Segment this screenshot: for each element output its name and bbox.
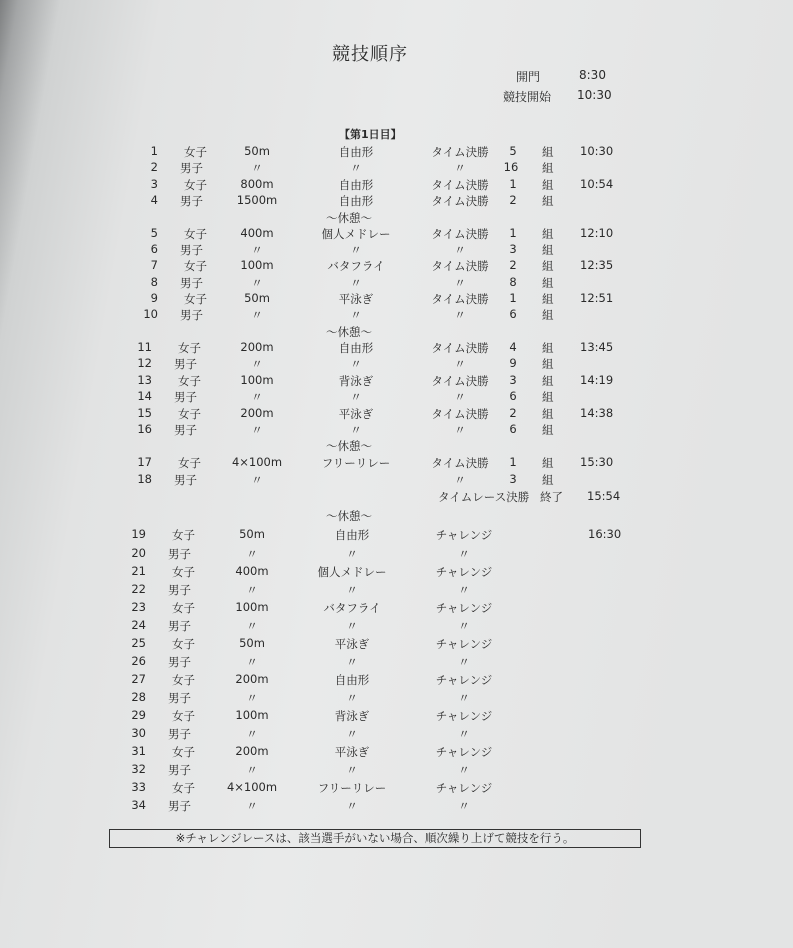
event-distance: 200m xyxy=(240,406,274,420)
event-sex: 女子 xyxy=(178,374,201,388)
gate-open-label: 開門 xyxy=(516,70,541,84)
event-type: 〃 xyxy=(458,763,470,777)
event-row xyxy=(0,193,793,209)
event-type: 〃 xyxy=(454,243,466,257)
start-time: 12:10 xyxy=(580,226,614,240)
event-distance: 200m xyxy=(235,672,269,686)
event-number: 29 xyxy=(131,708,146,722)
group-unit: 組 xyxy=(542,227,554,241)
event-distance: 100m xyxy=(235,600,269,614)
event-distance: 50m xyxy=(239,527,265,541)
event-number: 14 xyxy=(137,389,152,403)
event-number: 11 xyxy=(137,340,152,354)
event-stroke: 個人メドレー xyxy=(317,565,387,579)
event-row xyxy=(0,798,793,814)
start-time: 10:54 xyxy=(580,177,614,191)
event-sex: 女子 xyxy=(172,528,195,542)
event-stroke: バタフライ xyxy=(323,601,381,615)
event-number: 27 xyxy=(131,672,146,686)
event-sex: 女子 xyxy=(172,601,195,615)
event-type: 〃 xyxy=(454,423,466,437)
group-unit: 組 xyxy=(542,145,554,159)
event-row xyxy=(0,564,793,580)
event-distance: 〃 xyxy=(246,583,258,597)
event-sex: 女子 xyxy=(172,745,195,759)
event-number: 9 xyxy=(150,291,158,305)
event-type: 〃 xyxy=(458,547,470,561)
event-distance: 〃 xyxy=(251,390,263,404)
group-unit: 組 xyxy=(542,357,554,371)
event-type: 〃 xyxy=(458,619,470,633)
event-type: タイム決勝 xyxy=(431,259,489,273)
group-unit: 組 xyxy=(542,292,554,306)
event-stroke: 背泳ぎ xyxy=(334,709,370,723)
event-distance: 〃 xyxy=(246,799,258,813)
event-sex: 男子 xyxy=(168,799,191,813)
event-row xyxy=(0,422,793,438)
group-unit: 組 xyxy=(542,178,554,192)
event-stroke: 自由形 xyxy=(338,341,374,355)
event-sex: 男子 xyxy=(168,763,191,777)
event-number: 21 xyxy=(131,564,146,578)
event-row xyxy=(0,275,793,291)
event-number: 3 xyxy=(150,177,158,191)
event-row xyxy=(0,291,793,307)
event-stroke: 〃 xyxy=(346,763,358,777)
group-count: 5 xyxy=(509,144,517,158)
event-number: 6 xyxy=(150,242,158,256)
event-number: 8 xyxy=(150,275,158,289)
event-distance: 〃 xyxy=(246,691,258,705)
group-count: 6 xyxy=(509,307,517,321)
event-distance: 50m xyxy=(244,291,270,305)
event-stroke: 〃 xyxy=(346,799,358,813)
group-unit: 組 xyxy=(542,473,554,487)
event-type: タイム決勝 xyxy=(431,194,489,208)
event-distance: 〃 xyxy=(251,423,263,437)
group-unit: 組 xyxy=(542,308,554,322)
event-stroke: 自由形 xyxy=(338,194,374,208)
event-type: タイム決勝 xyxy=(431,292,489,306)
event-sex: 女子 xyxy=(172,637,195,651)
event-stroke: 〃 xyxy=(346,691,358,705)
competition-start-label: 競技開始 xyxy=(503,90,552,104)
event-type: 〃 xyxy=(458,799,470,813)
event-row xyxy=(0,618,793,634)
group-count: 3 xyxy=(509,373,517,387)
event-distance: 〃 xyxy=(251,276,263,290)
event-row xyxy=(0,340,793,356)
event-type: チャレンジ xyxy=(435,601,493,615)
event-row xyxy=(0,744,793,760)
start-time: 14:38 xyxy=(580,406,614,420)
event-stroke: 平泳ぎ xyxy=(338,292,374,306)
event-row xyxy=(0,356,793,372)
event-type: チャレンジ xyxy=(435,637,493,651)
start-time: 14:19 xyxy=(580,373,614,387)
event-row xyxy=(0,546,793,562)
event-number: 34 xyxy=(131,798,146,812)
event-type: チャレンジ xyxy=(435,565,493,579)
event-number: 10 xyxy=(143,307,158,321)
event-stroke: 〃 xyxy=(350,423,362,437)
event-number: 4 xyxy=(150,193,158,207)
event-number: 28 xyxy=(131,690,146,704)
event-distance: 4×100m xyxy=(226,780,278,794)
event-number: 5 xyxy=(150,226,158,240)
event-sex: 男子 xyxy=(180,243,203,257)
event-stroke: 〃 xyxy=(350,243,362,257)
group-count: 4 xyxy=(509,340,517,354)
event-stroke: フリーリレー xyxy=(317,781,387,795)
event-distance: 〃 xyxy=(251,357,263,371)
start-time: 16:30 xyxy=(588,527,622,541)
event-distance: 200m xyxy=(240,340,274,354)
event-number: 25 xyxy=(131,636,146,650)
event-type: 〃 xyxy=(458,583,470,597)
event-row xyxy=(0,177,793,193)
group-count: 3 xyxy=(509,242,517,256)
event-type: 〃 xyxy=(454,473,466,487)
event-type: チャレンジ xyxy=(435,781,493,795)
event-sex: 男子 xyxy=(168,547,191,561)
group-unit: 組 xyxy=(542,243,554,257)
group-count: 1 xyxy=(509,455,517,469)
event-sex: 男子 xyxy=(180,161,203,175)
event-distance: 50m xyxy=(244,144,270,158)
event-row xyxy=(0,242,793,258)
group-count: 16 xyxy=(503,160,519,174)
group-count: 6 xyxy=(509,389,517,403)
event-type: 〃 xyxy=(458,727,470,741)
event-stroke: 〃 xyxy=(350,276,362,290)
event-type: タイム決勝 xyxy=(431,456,489,470)
event-row xyxy=(0,708,793,724)
event-number: 17 xyxy=(137,455,152,469)
event-distance: 〃 xyxy=(251,308,263,322)
event-distance: 〃 xyxy=(246,763,258,777)
event-sex: 男子 xyxy=(180,276,203,290)
rest-label: ～休憩～ xyxy=(326,509,372,523)
event-number: 31 xyxy=(131,744,146,758)
event-type: チャレンジ xyxy=(435,528,493,542)
event-distance: 〃 xyxy=(246,547,258,561)
event-stroke: 自由形 xyxy=(334,673,370,687)
event-sex: 女子 xyxy=(178,341,201,355)
group-unit: 組 xyxy=(542,390,554,404)
event-row xyxy=(0,654,793,670)
event-distance: 100m xyxy=(235,708,269,722)
start-time: 13:45 xyxy=(580,340,614,354)
event-sex: 男子 xyxy=(180,194,203,208)
event-number: 23 xyxy=(131,600,146,614)
event-type: 〃 xyxy=(458,655,470,669)
start-time: 15:30 xyxy=(580,455,614,469)
event-sex: 男子 xyxy=(174,473,197,487)
event-stroke: 〃 xyxy=(346,655,358,669)
event-type: タイム決勝 xyxy=(431,341,489,355)
rest-label: ～休憩～ xyxy=(326,211,372,225)
event-distance: 〃 xyxy=(246,619,258,633)
event-row xyxy=(0,780,793,796)
event-sex: 男子 xyxy=(168,655,191,669)
event-sex: 男子 xyxy=(168,619,191,633)
event-distance: 1500m xyxy=(236,193,278,207)
event-number: 2 xyxy=(150,160,158,174)
event-row xyxy=(0,690,793,706)
event-sex: 男子 xyxy=(168,727,191,741)
event-row xyxy=(0,226,793,242)
event-sex: 男子 xyxy=(168,691,191,705)
event-row xyxy=(0,160,793,176)
event-stroke: 平泳ぎ xyxy=(334,745,370,759)
event-distance: 〃 xyxy=(251,161,263,175)
page-title: 競技順序 xyxy=(332,44,408,65)
event-distance: 〃 xyxy=(251,243,263,257)
event-stroke: 〃 xyxy=(346,619,358,633)
day-label: 【第1日目】 xyxy=(339,128,402,141)
event-stroke: バタフライ xyxy=(327,259,385,273)
group-count: 1 xyxy=(509,177,517,191)
group-unit: 組 xyxy=(542,194,554,208)
event-number: 12 xyxy=(137,356,152,370)
event-stroke: 自由形 xyxy=(338,145,374,159)
group-unit: 組 xyxy=(542,276,554,290)
event-sex: 女子 xyxy=(184,145,207,159)
group-count: 終了 xyxy=(540,490,563,504)
event-number: 24 xyxy=(131,618,146,632)
event-type: 〃 xyxy=(454,308,466,322)
event-distance: 400m xyxy=(235,564,269,578)
final-row xyxy=(0,489,793,505)
event-type: チャレンジ xyxy=(435,673,493,687)
event-number: 7 xyxy=(150,258,158,272)
rest-label: ～休憩～ xyxy=(326,439,372,453)
event-sex: 男子 xyxy=(174,423,197,437)
group-count: 2 xyxy=(509,193,517,207)
event-stroke: フリーリレー xyxy=(321,456,391,470)
event-stroke: 背泳ぎ xyxy=(338,374,374,388)
event-stroke: 〃 xyxy=(346,547,358,561)
event-type: タイム決勝 xyxy=(431,227,489,241)
event-number: 20 xyxy=(131,546,146,560)
event-number: 16 xyxy=(137,422,152,436)
event-row xyxy=(0,472,793,488)
event-number: 18 xyxy=(137,472,152,486)
challenge-note: ※チャレンジレースは、該当選手がいない場合、順次繰り上げて競技を行う。 xyxy=(109,829,641,848)
event-type: タイム決勝 xyxy=(431,374,489,388)
event-row xyxy=(0,527,793,543)
event-stroke: 自由形 xyxy=(334,528,370,542)
event-stroke: 〃 xyxy=(350,357,362,371)
event-stroke: 〃 xyxy=(346,583,358,597)
event-stroke: 〃 xyxy=(350,390,362,404)
start-time: 10:30 xyxy=(580,144,614,158)
group-count: 1 xyxy=(509,291,517,305)
competition-start-time: 10:30 xyxy=(577,88,612,102)
group-count: 2 xyxy=(509,258,517,272)
gate-open-time: 8:30 xyxy=(579,68,606,82)
event-number: 22 xyxy=(131,582,146,596)
group-unit: 組 xyxy=(542,341,554,355)
event-type: タイム決勝 xyxy=(431,178,489,192)
event-distance: 400m xyxy=(240,226,274,240)
event-stroke: 〃 xyxy=(346,727,358,741)
event-distance: 4×100m xyxy=(231,455,283,469)
group-count: 1 xyxy=(509,226,517,240)
group-count: 6 xyxy=(509,422,517,436)
event-row xyxy=(0,389,793,405)
event-type: 〃 xyxy=(458,691,470,705)
event-sex: 女子 xyxy=(172,673,195,687)
event-number: 33 xyxy=(131,780,146,794)
event-distance: 800m xyxy=(240,177,274,191)
event-sex: 女子 xyxy=(172,709,195,723)
event-distance: 〃 xyxy=(246,655,258,669)
event-row xyxy=(0,582,793,598)
event-distance: 〃 xyxy=(246,727,258,741)
event-type: 〃 xyxy=(454,390,466,404)
event-sex: 女子 xyxy=(184,259,207,273)
event-number: 1 xyxy=(150,144,158,158)
event-stroke: 個人メドレー xyxy=(321,227,391,241)
event-row xyxy=(0,600,793,616)
event-sex: 男子 xyxy=(174,357,197,371)
event-distance: 200m xyxy=(235,744,269,758)
event-row xyxy=(0,636,793,652)
event-stroke: 平泳ぎ xyxy=(334,637,370,651)
group-unit: 組 xyxy=(542,407,554,421)
event-row xyxy=(0,307,793,323)
rest-label: ～休憩～ xyxy=(326,325,372,339)
group-unit: 組 xyxy=(542,456,554,470)
event-number: 13 xyxy=(137,373,152,387)
start-time: 12:35 xyxy=(580,258,614,272)
event-type: 〃 xyxy=(454,161,466,175)
event-sex: 女子 xyxy=(178,407,201,421)
group-unit: 組 xyxy=(542,374,554,388)
event-row xyxy=(0,144,793,160)
event-sex: 女子 xyxy=(184,178,207,192)
event-type: タイムレース決勝 xyxy=(438,490,530,504)
event-row xyxy=(0,762,793,778)
event-type: タイム決勝 xyxy=(431,407,489,421)
event-number: 30 xyxy=(131,726,146,740)
event-sex: 女子 xyxy=(172,781,195,795)
group-unit: 組 xyxy=(542,423,554,437)
event-sex: 女子 xyxy=(178,456,201,470)
event-row xyxy=(0,672,793,688)
event-stroke: 〃 xyxy=(350,161,362,175)
event-type: チャレンジ xyxy=(435,709,493,723)
start-time: 15:54 xyxy=(587,489,621,503)
event-number: 26 xyxy=(131,654,146,668)
event-type: タイム決勝 xyxy=(431,145,489,159)
event-row xyxy=(0,373,793,389)
event-number: 32 xyxy=(131,762,146,776)
event-row xyxy=(0,258,793,274)
event-distance: 100m xyxy=(240,373,274,387)
group-count: 2 xyxy=(509,406,517,420)
group-count: 3 xyxy=(509,472,517,486)
group-count: 9 xyxy=(509,356,517,370)
event-distance: 100m xyxy=(240,258,274,272)
event-type: 〃 xyxy=(454,276,466,290)
event-row xyxy=(0,406,793,422)
event-distance: 50m xyxy=(239,636,265,650)
event-sex: 男子 xyxy=(174,390,197,404)
event-sex: 女子 xyxy=(184,227,207,241)
event-sex: 男子 xyxy=(168,583,191,597)
group-unit: 組 xyxy=(542,161,554,175)
event-sex: 女子 xyxy=(172,565,195,579)
event-stroke: 平泳ぎ xyxy=(338,407,374,421)
event-row xyxy=(0,726,793,742)
event-distance: 〃 xyxy=(251,473,263,487)
event-sex: 女子 xyxy=(184,292,207,306)
event-type: チャレンジ xyxy=(435,745,493,759)
event-number: 19 xyxy=(131,527,146,541)
event-stroke: 〃 xyxy=(350,308,362,322)
event-type: 〃 xyxy=(454,357,466,371)
group-count: 8 xyxy=(509,275,517,289)
event-sex: 男子 xyxy=(180,308,203,322)
group-unit: 組 xyxy=(542,259,554,273)
event-row xyxy=(0,455,793,471)
event-number: 15 xyxy=(137,406,152,420)
start-time: 12:51 xyxy=(580,291,614,305)
event-stroke: 自由形 xyxy=(338,178,374,192)
